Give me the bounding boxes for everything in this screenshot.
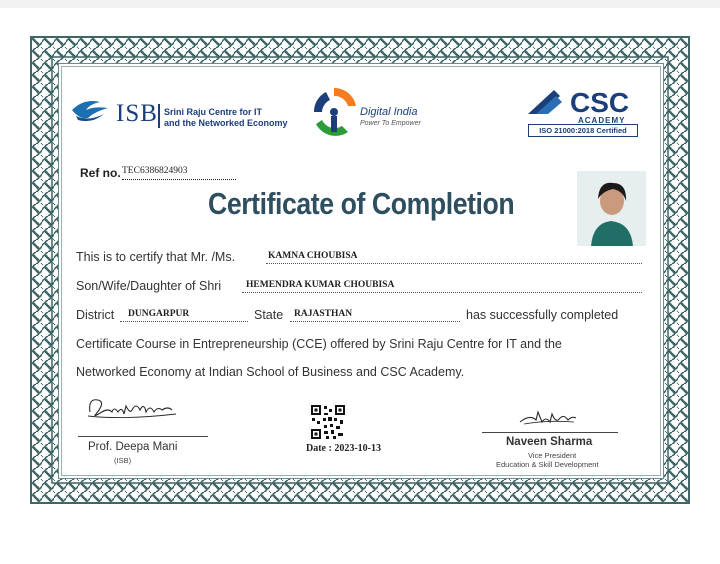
state-label: State bbox=[254, 308, 284, 322]
isb-subtitle bbox=[164, 107, 288, 129]
svg-text:CSC: CSC bbox=[570, 87, 630, 118]
isb-logo-icon bbox=[70, 96, 110, 126]
certify-text: This is to certify that Mr. /Ms. bbox=[76, 250, 236, 264]
left-signature-line bbox=[78, 436, 208, 437]
digital-india-title: Digital India bbox=[360, 106, 418, 118]
father-name: HEMENDRA KUMAR CHOUBISA bbox=[246, 280, 395, 290]
certificate bbox=[30, 36, 690, 504]
district-value: DUNGARPUR bbox=[128, 309, 190, 319]
digital-india-logo-icon bbox=[308, 82, 360, 142]
isb-divider bbox=[158, 104, 160, 128]
institution-text: Networked Economy at Indian School of Business and CSC Academy. bbox=[76, 365, 465, 379]
naveen-sharma-signature-icon bbox=[516, 406, 580, 432]
issue-date: Date : 2023-10-13 bbox=[306, 443, 381, 454]
digital-india-tagline: Power To Empower bbox=[360, 120, 421, 127]
csc-iso-badge: ISO 21000:2018 Certified bbox=[528, 124, 638, 137]
recipient-name: KAMNA CHOUBISA bbox=[268, 251, 358, 261]
left-signer-org: (ISB) bbox=[114, 456, 132, 465]
district-label: District bbox=[76, 308, 115, 322]
course-text: Certificate Course in Entrepreneurship (CCE) offered by Srini Raju Centre for IT and the bbox=[76, 337, 562, 351]
isb-subtitle-line2: and the Networked Economy bbox=[164, 118, 288, 128]
left-signer-name: Prof. Deepa Mani bbox=[88, 441, 178, 453]
right-signer-title: Vice President bbox=[528, 451, 577, 460]
csc-academy-logo-icon bbox=[526, 82, 636, 118]
top-strip bbox=[0, 0, 720, 8]
isb-wordmark: ISB bbox=[116, 100, 158, 127]
qr-code-icon bbox=[310, 404, 346, 440]
right-signer-name: Naveen Sharma bbox=[506, 436, 593, 448]
right-signer-dept: Education & Skill Development bbox=[496, 460, 599, 469]
recipient-photo bbox=[577, 171, 646, 246]
completed-text: has successfully completed bbox=[466, 308, 619, 322]
deepa-mani-signature-icon bbox=[84, 392, 180, 422]
state-value: RAJASTHAN bbox=[294, 309, 353, 319]
relation-text: Son/Wife/Daughter of Shri bbox=[76, 279, 222, 293]
ref-label: Ref no. bbox=[80, 166, 121, 180]
csc-academy-label: ACADEMY bbox=[578, 116, 626, 125]
ref-number: TEC6386824903 bbox=[122, 166, 236, 180]
right-signature-line bbox=[482, 432, 618, 433]
isb-subtitle-line1: Srini Raju Centre for IT bbox=[164, 107, 263, 117]
certificate-title: Certificate of Completion bbox=[208, 186, 515, 221]
